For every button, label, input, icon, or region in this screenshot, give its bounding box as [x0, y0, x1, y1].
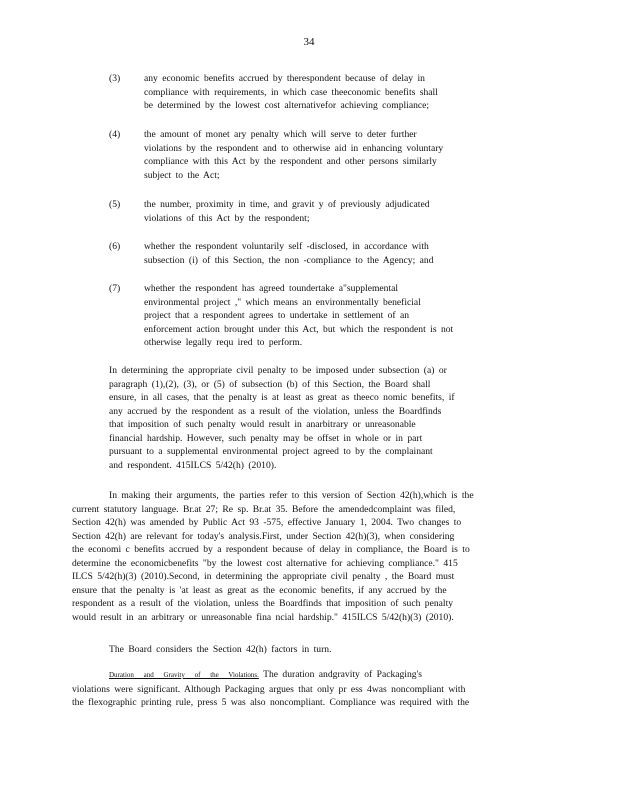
arguments-paragraph	[72, 489, 547, 624]
text-line: violations of this Act by the respondent;	[144, 212, 310, 224]
text-line: subject to the Act;	[144, 169, 220, 181]
factor-text	[144, 240, 509, 267]
factor-number: (6)	[109, 241, 121, 252]
text-line	[72, 668, 547, 683]
text-line: compliance with requirements, in which case theeconomic benefits shall	[144, 86, 438, 98]
text-line: and respondent. 415ILCS 5/42(h) (2010).	[109, 459, 277, 471]
text-line: would result in an arbitrary or unreasonable fina ncial hardship." 415ILCS 5/42(h)(3) (2010).	[72, 611, 454, 623]
text-line: any accrued by the respondent as a result of the violation, unless the Boardfinds	[109, 405, 442, 417]
section-heading: Duration and Gravity of the Violations.	[109, 671, 259, 679]
statute-quote-paragraph	[109, 364, 509, 472]
text-line: that imposition of such penalty would result in anarbitrary or unreasonable	[109, 419, 416, 430]
text-line: In making their arguments, the parties refer to this version of Section 42(h),which is the	[109, 490, 474, 501]
text-line: otherwise legally requ ired to perform.	[144, 337, 303, 348]
text-line: subsection (i) of this Section, the non -compliance to the Agency; and	[144, 254, 434, 266]
text-line: determine the economicbenefits "by the lowest cost alternative for achieving compliance." 415	[72, 557, 458, 569]
text-line: the number, proximity in time, and gravit y of previously adjudicated	[144, 199, 430, 210]
text-line: ensure that the penalty is 'at least as great as the economic benefits, if any accrued by the	[72, 584, 447, 596]
factor-number: (3)	[109, 73, 121, 84]
considers-paragraph	[72, 643, 584, 657]
text-line: project that a respondent agrees to undertake in settlement of an	[144, 310, 410, 321]
text-line: ILCS 5/42(h)(3) (2010).Second, in determining the appropriate civil penalty , the Board must	[72, 571, 455, 582]
text-line: environmental project ," which means an environmentally beneficial	[144, 296, 421, 308]
text-line: enforcement action brought under this Act, but which the respondent is not	[144, 323, 454, 335]
duration-gravity-paragraph	[72, 668, 547, 710]
text-line: The Board considers the Section 42(h) factors in turn.	[109, 644, 332, 655]
text-line: whether the respondent has agreed toundertake a"supplemental	[144, 283, 399, 294]
text-line: pursuant to a supplemental environmental project agreed to by the complainant	[109, 446, 433, 457]
text-line: ensure, in all cases, that the penalty is at least as great as theeco nomic benefits, if	[109, 392, 455, 403]
text-line: respondent as a result of the violation, unless the Boardfinds that imposition of such penalty	[72, 598, 454, 609]
text-line: whether the respondent voluntarily self -disclosed, in accordance with	[144, 241, 429, 252]
text-line: the flexographic printing rule, press 5 was also noncompliant. Compliance was required with the	[72, 697, 470, 708]
factor-number: (7)	[109, 283, 121, 294]
heading-continuation: The duration andgravity of Packaging's	[263, 669, 423, 680]
text-line: any economic benefits accrued by therespondent because of delay in	[144, 73, 425, 84]
text-line: the amount of monet ary penalty which will serve to deter further	[144, 129, 417, 140]
factor-text	[144, 72, 509, 113]
text-line: Section 42(h) was amended by Public Act 93 -575, effective January 1, 2004. Two changes to	[72, 517, 462, 528]
text-line: current statutory language. Br.at 27; Re sp. Br.at 35. Before the amendedcomplaint was filed,	[72, 503, 456, 515]
text-line: compliance with this Act by the respondent and other persons similarly	[144, 156, 437, 167]
factor-text	[144, 282, 509, 350]
text-line: be determined by the lowest cost alternativefor achieving compliance;	[144, 100, 430, 111]
page-number: 34	[303, 36, 315, 48]
text-line: Section 42(h) are relevant for today's analysis.First, under Section 42(h)(3), when considering	[72, 530, 455, 542]
text-line: paragraph (1),(2), (3), or (5) of subsection (b) of this Section, the Board shall	[109, 378, 431, 390]
text-line: financial hardship. However, such penalty may be offset in whole or in part	[109, 432, 423, 444]
factor-text	[144, 128, 509, 182]
factor-number: (5)	[109, 199, 121, 210]
text-line: In determining the appropriate civil penalty to be imposed under subsection (a) or	[109, 365, 447, 376]
text-line: violations by the respondent and to otherwise aid in enhancing voluntary	[144, 142, 444, 154]
text-line: the economi c benefits accrued by a respondent because of delay in compliance, the Board is to	[72, 544, 470, 555]
factor-text	[144, 198, 509, 225]
factor-number: (4)	[109, 129, 121, 140]
text-line: violations were significant. Although Packaging argues that only pr ess 4was noncompliant with	[72, 683, 466, 695]
